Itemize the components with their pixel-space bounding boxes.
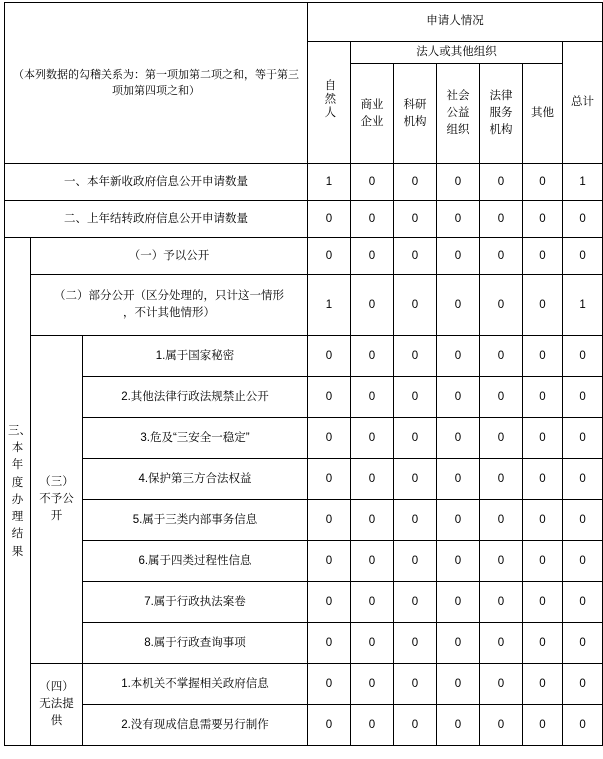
cell-value: 0 (437, 623, 480, 664)
row-label-cannot-provide-group (31, 664, 83, 746)
cell-value: 0 (394, 238, 437, 275)
header-legal-service: 法律 服务 机构 (480, 64, 523, 164)
cell-value: 0 (480, 164, 523, 201)
row-label-new-applications: 一、本年新收政府信息公开申请数量 (5, 164, 308, 201)
cell-value: 0 (563, 201, 603, 238)
header-applicant-group: 申请人情况 (308, 3, 603, 42)
cell-value: 0 (308, 418, 351, 459)
table-row (5, 377, 603, 418)
cell-value: 0 (523, 275, 563, 336)
cell-value: 0 (394, 541, 437, 582)
row-label-section3 (5, 238, 31, 746)
cell-value: 0 (437, 164, 480, 201)
cell-value: 0 (480, 275, 523, 336)
cell-value: 0 (480, 664, 523, 705)
cell-value: 0 (563, 377, 603, 418)
cell-value: 0 (480, 500, 523, 541)
header-business: 商业 企业 (351, 64, 394, 164)
table-row (5, 623, 603, 664)
cell-value: 0 (523, 201, 563, 238)
cell-value: 0 (563, 582, 603, 623)
row-label-carried-over: 二、上年结转政府信息公开申请数量 (5, 201, 308, 238)
cell-value: 0 (437, 705, 480, 746)
table-header-row-1 (5, 3, 603, 42)
gov-info-disclosure-table (4, 2, 603, 746)
table-row (5, 705, 603, 746)
row-label-no-ready-info: 2.没有现成信息需要另行制作 (83, 705, 308, 746)
header-other: 其他 (523, 64, 563, 164)
cell-value: 0 (351, 336, 394, 377)
row-label-process-info: 6.属于四类过程性信息 (83, 541, 308, 582)
header-natural-person (308, 42, 351, 164)
cell-value: 0 (394, 582, 437, 623)
cell-value: 0 (523, 377, 563, 418)
row-label-admin-inquiry: 8.属于行政查询事项 (83, 623, 308, 664)
row-label-law-prohibited: 2.其他法律行政法规禁止公开 (83, 377, 308, 418)
cell-value: 0 (351, 623, 394, 664)
cell-value: 0 (563, 336, 603, 377)
document-page (0, 2, 603, 759)
cell-value: 0 (437, 582, 480, 623)
cell-value: 0 (437, 336, 480, 377)
header-total: 总计 (563, 42, 603, 164)
cell-value: 0 (480, 201, 523, 238)
cell-value: 0 (351, 459, 394, 500)
row-label-not-disclosed-group (31, 336, 83, 664)
cell-value: 0 (563, 459, 603, 500)
cell-value: 0 (308, 459, 351, 500)
row-label-three-safety: 3.危及“三安全一稳定” (83, 418, 308, 459)
cell-value: 0 (523, 582, 563, 623)
cell-value: 0 (351, 164, 394, 201)
row-label-partial-line1: （二）部分公开（区分处理的，只计这一情形 (54, 290, 284, 302)
cell-value: 0 (394, 500, 437, 541)
cell-value: 0 (351, 418, 394, 459)
cell-value: 0 (394, 336, 437, 377)
row-label-not-holding-info: 1.本机关不掌握相关政府信息 (83, 664, 308, 705)
row-label-section3-text: 三、本年度办理结果 (8, 424, 31, 558)
cell-value: 0 (480, 705, 523, 746)
row-label-disclose: （一）予以公开 (31, 238, 308, 275)
cell-value: 0 (308, 377, 351, 418)
cell-value: 0 (563, 664, 603, 705)
cell-value: 0 (523, 623, 563, 664)
table-row (5, 238, 603, 275)
cell-value: 0 (523, 238, 563, 275)
cell-value: 0 (308, 664, 351, 705)
cell-value: 0 (308, 582, 351, 623)
cell-value: 0 (480, 418, 523, 459)
table-row (5, 541, 603, 582)
cell-value: 0 (563, 541, 603, 582)
cell-value: 0 (523, 664, 563, 705)
cell-value: 0 (308, 705, 351, 746)
cell-value: 0 (394, 164, 437, 201)
row-label-enforcement-file: 7.属于行政执法案卷 (83, 582, 308, 623)
cell-value: 0 (308, 201, 351, 238)
note-cell: （本列数据的勾稽关系为：第一项加第二项之和，等于第三项加第四项之和） (5, 3, 308, 164)
cell-value: 0 (437, 201, 480, 238)
cell-value: 0 (351, 582, 394, 623)
cell-value: 0 (437, 275, 480, 336)
table-row (5, 336, 603, 377)
cell-value: 0 (480, 582, 523, 623)
cell-value: 0 (437, 500, 480, 541)
cell-value: 0 (523, 705, 563, 746)
cell-value: 0 (480, 377, 523, 418)
cell-value: 0 (437, 664, 480, 705)
row-label-cannot-provide-text: （四）无法提供 (39, 680, 74, 728)
cell-value: 0 (480, 459, 523, 500)
cell-value: 0 (437, 459, 480, 500)
cell-value: 0 (563, 623, 603, 664)
cell-value: 0 (394, 664, 437, 705)
cell-value: 0 (523, 418, 563, 459)
table-row (5, 582, 603, 623)
cell-value: 0 (563, 238, 603, 275)
header-legal-group: 法人或其他组织 (351, 42, 563, 64)
cell-value: 0 (351, 705, 394, 746)
cell-value: 0 (394, 623, 437, 664)
row-label-third-party-rights: 4.保护第三方合法权益 (83, 459, 308, 500)
cell-value: 0 (480, 336, 523, 377)
cell-value: 0 (308, 238, 351, 275)
table-row (5, 418, 603, 459)
cell-value: 0 (308, 500, 351, 541)
cell-value: 0 (351, 664, 394, 705)
table-row (5, 275, 603, 336)
cell-value: 1 (563, 275, 603, 336)
table-row (5, 164, 603, 201)
header-public-welfare: 社会 公益 组织 (437, 64, 480, 164)
cell-value: 0 (523, 459, 563, 500)
cell-value: 0 (563, 500, 603, 541)
table-row (5, 664, 603, 705)
cell-value: 0 (563, 418, 603, 459)
cell-value: 0 (351, 238, 394, 275)
header-research: 科研 机构 (394, 64, 437, 164)
row-label-partial-line2: ，不计其他情形） (123, 307, 215, 320)
cell-value: 0 (308, 541, 351, 582)
cell-value: 0 (523, 541, 563, 582)
cell-value: 1 (563, 164, 603, 201)
cell-value: 0 (351, 275, 394, 336)
cell-value: 0 (480, 623, 523, 664)
cell-value: 0 (308, 623, 351, 664)
cell-value: 0 (351, 541, 394, 582)
cell-value: 0 (437, 377, 480, 418)
table-row (5, 459, 603, 500)
cell-value: 1 (308, 164, 351, 201)
cell-value: 0 (480, 238, 523, 275)
cell-value: 0 (351, 201, 394, 238)
cell-value: 0 (308, 336, 351, 377)
row-label-state-secret: 1.属于国家秘密 (83, 336, 308, 377)
cell-value: 0 (394, 459, 437, 500)
row-label-internal-affairs: 5.属于三类内部事务信息 (83, 500, 308, 541)
row-label-not-disclosed-text: （三）不予公开 (39, 475, 74, 523)
cell-value: 0 (480, 541, 523, 582)
table-row (5, 201, 603, 238)
cell-value: 0 (394, 275, 437, 336)
cell-value: 0 (394, 201, 437, 238)
cell-value: 0 (523, 500, 563, 541)
table-row (5, 500, 603, 541)
cell-value: 0 (437, 238, 480, 275)
cell-value: 0 (437, 541, 480, 582)
header-natural-person-label: 自然人 (323, 79, 336, 120)
cell-value: 0 (523, 336, 563, 377)
cell-value: 0 (351, 500, 394, 541)
cell-value: 0 (351, 377, 394, 418)
cell-value: 0 (437, 418, 480, 459)
row-label-partial-disclose (31, 275, 308, 336)
cell-value: 0 (394, 705, 437, 746)
cell-value: 1 (308, 275, 351, 336)
cell-value: 0 (523, 164, 563, 201)
cell-value: 0 (563, 705, 603, 746)
cell-value: 0 (394, 418, 437, 459)
cell-value: 0 (394, 377, 437, 418)
